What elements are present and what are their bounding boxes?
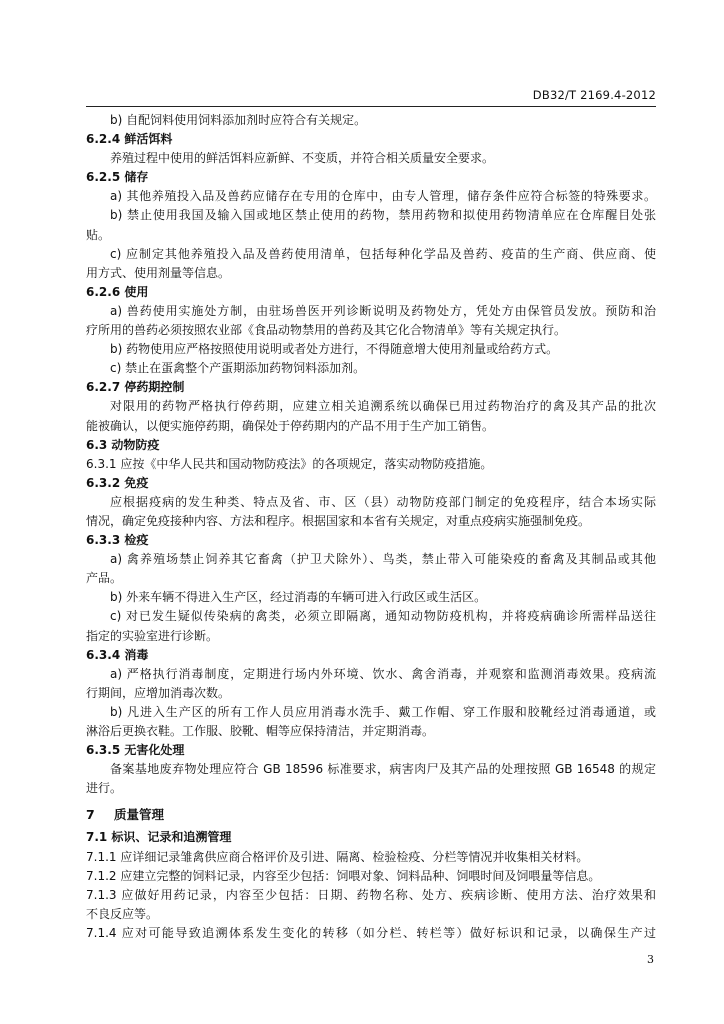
header-rule (86, 106, 656, 107)
clause-heading (86, 646, 656, 665)
line-text: 7.1 标识、记录和追溯管理 (86, 830, 232, 845)
clause-heading (86, 741, 656, 760)
body-line (86, 588, 656, 607)
section-heading (86, 805, 656, 824)
body-line (86, 607, 656, 626)
clause-line (86, 867, 656, 886)
clause-line (86, 848, 656, 867)
body-line (86, 760, 656, 779)
body-line (86, 905, 656, 924)
body-line (86, 264, 656, 283)
body-line (86, 359, 656, 378)
line-text: 能被确认，以便实施停药期，确保处于停药期内的产品不用于生产加工销售。 (86, 418, 495, 433)
line-text: 贴。 (86, 227, 111, 242)
line-text: b) 自配饲料使用饲料添加剂时应符合有关规定。 (110, 113, 367, 127)
clause-line (86, 924, 656, 943)
line-text: 备案基地废弃物处理应符合 GB 18596 标准要求，病害肉尸及其产品的处理按照 GB 16548 的规定 (110, 762, 656, 777)
line-text: 6.2.5 储存 (86, 170, 149, 185)
line-text: a) 严格执行消毒制度，定期进行场内外环境、饮水、禽舍消毒，并观察和监测消毒效果。疫病流 (110, 666, 656, 681)
line-text: 6.2.4 鲜活饵料 (86, 132, 173, 147)
clause-heading (86, 130, 656, 149)
line-text: 7.1.4 应对可能导致追溯体系发生变化的转移（如分栏、转栏等）做好标识和记录，以确保生产过 (86, 925, 656, 940)
line-text: 7.1.1 应详细记录雏禽供应商合格评价及引进、隔离、检验检疫、分栏等情况并收集相关材料。 (86, 849, 589, 864)
document-id: DB32/T 2169.4-2012 (532, 88, 656, 102)
section-number: 7 (86, 807, 95, 823)
body-line (86, 722, 656, 741)
line-text: 产品。 (86, 571, 123, 586)
body-line (86, 397, 656, 416)
line-text: c) 禁止在蛋禽整个产蛋期添加药物饲料添加剂。 (110, 361, 366, 376)
body-line (86, 493, 656, 512)
line-text: 应根据疫病的发生种类、特点及省、市、区（县）动物防疫部门制定的免疫程序，结合本场实际 (110, 494, 656, 509)
line-text: 6.3.2 免疫 (86, 475, 149, 490)
line-text: 6.3.3 检疫 (86, 533, 149, 548)
body-line (86, 226, 656, 245)
line-text: c) 应制定其他养殖投入品及兽药使用清单，包括每种化学品及兽药、疫苗的生产商、供应商、使 (110, 246, 656, 261)
line-text: 疗所用的兽药必须按照农业部《食品动物禁用的兽药及其它化合物清单》等有关规定执行。 (86, 323, 567, 338)
line-text: 6.3.5 无害化处理 (86, 743, 185, 758)
line-text: 7.1.3 应做好用药记录，内容至少包括：日期、药物名称、处方、疾病诊断、使用方法、治疗效果和 (86, 887, 656, 902)
body-line (86, 550, 656, 569)
line-text: 6.3 动物防疫 (86, 437, 160, 452)
line-text: c) 对已发生疑似传染病的禽类，必须立即隔离，通知动物防疫机构，并将疫病确诊所需样品送往 (110, 609, 656, 624)
line-text: a) 其他养殖投入品及兽药应储存在专用的仓库中，由专人管理，储存条件应符合标签的特殊要求。 (110, 189, 656, 204)
line-text: 情况，确定免疫接种内容、方法和程序。根据国家和本省有关规定，对重点疫病实施强制免疫。 (86, 513, 591, 528)
body-line (86, 779, 656, 798)
body-line (86, 512, 656, 531)
clause-heading (86, 531, 656, 550)
body-line (86, 111, 656, 130)
body-line (86, 321, 656, 340)
line-text: 淋浴后更换衣鞋。工作服、胶靴、帽等应保持清洁，并定期消毒。 (86, 724, 435, 738)
body-line (86, 703, 656, 722)
line-text: 6.2.6 使用 (86, 284, 149, 299)
line-text: 指定的实验室进行诊断。 (86, 628, 219, 643)
page-number: 3 (647, 953, 654, 966)
body-line (86, 627, 656, 646)
line-text: 6.3.4 消毒 (86, 647, 149, 662)
body-line (86, 665, 656, 684)
body-line (86, 417, 656, 436)
line-text: 7.1.2 应建立完整的饲料记录，内容至少包括：饲喂对象、饲料品种、饲喂时间及饲喂量等信息。 (86, 868, 601, 883)
line-text: 6.3.1 应按《中华人民共和国动物防疫法》的各项规定，落实动物防疫措施。 (86, 456, 493, 471)
body-line (86, 187, 656, 206)
body-line (86, 245, 656, 264)
clause-heading (86, 378, 656, 397)
clause-heading (86, 168, 656, 187)
clause-line (86, 455, 656, 474)
body-text (86, 111, 656, 943)
line-text: b) 外来车辆不得进入生产区，经过消毒的车辆可进入行政区或生活区。 (110, 590, 487, 605)
clause-heading (86, 474, 656, 493)
line-text: b) 禁止使用我国及输入国或地区禁止使用的药物，禁用药物和拟使用药物清单应在仓库醒目处张 (110, 208, 656, 223)
body-line (86, 340, 656, 359)
line-text: b) 凡进入生产区的所有工作人员应用消毒水洗手、戴工作帽、穿工作服和胶靴经过消毒通道，或 (110, 704, 656, 719)
line-text: 6.2.7 停药期控制 (86, 380, 185, 395)
clause-heading (86, 828, 656, 847)
line-text: b) 药物使用应严格按照使用说明或者处方进行，不得随意增大使用剂量或给药方式。 (110, 342, 559, 357)
line-text: 质量管理 (114, 807, 165, 823)
body-line (86, 569, 656, 588)
line-text: 对限用的药物严格执行停药期，应建立相关追溯系统以确保已用过药物治疗的禽及其产品的批次 (110, 399, 656, 414)
line-text: 用方式、使用剂量等信息。 (86, 265, 231, 280)
body-line (86, 684, 656, 703)
clause-line (86, 886, 656, 905)
line-text: 不良反应等。 (86, 906, 159, 921)
line-text: 行期间，应增加消毒次数。 (86, 685, 231, 700)
clause-heading (86, 283, 656, 302)
body-line (86, 302, 656, 321)
line-text: 进行。 (86, 781, 123, 796)
line-text: 养殖过程中使用的鲜活饵料应新鲜、不变质，并符合相关质量安全要求。 (110, 151, 495, 166)
line-text: a) 兽药使用实施处方制，由驻场兽医开列诊断说明及药物处方，凭处方由保管员发放。预防和治 (110, 303, 656, 318)
body-line (86, 206, 656, 225)
clause-heading (86, 436, 656, 455)
body-line (86, 149, 656, 168)
line-text: a) 禽养殖场禁止饲养其它畜禽（护卫犬除外）、鸟类，禁止带入可能染疫的畜禽及其制品或其他 (110, 552, 656, 567)
